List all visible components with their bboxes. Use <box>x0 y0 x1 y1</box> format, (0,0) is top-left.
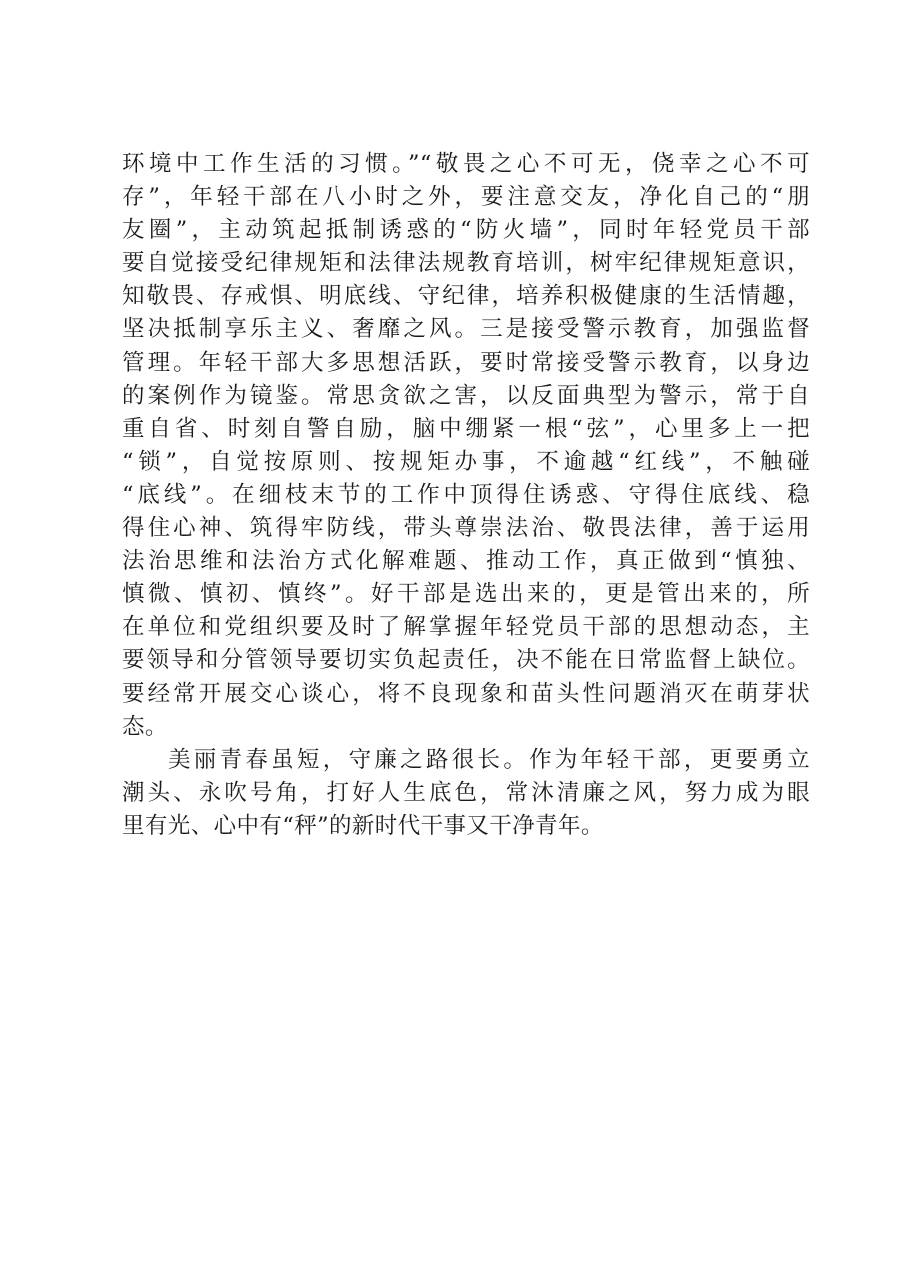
text-line: “锁”，自觉按原则、按规矩办事，不逾越“红线”，不触碰 <box>122 448 810 475</box>
text-line: 得住心神、筑得牢防线，带头尊崇法治、敬畏法律，善于运用 <box>122 515 810 542</box>
text-line: “底线”。在细枝末节的工作中顶得住诱惑、守得住底线、稳 <box>122 481 810 508</box>
text-line: 要领导和分管领导要切实负起责任，决不能在日常监督上缺位。 <box>122 647 810 674</box>
text-line: 坚决抵制享乐主义、奢靡之风。三是接受警示教育，加强监督 <box>122 316 810 343</box>
text-line: 要经常开展交心谈心，将不良现象和苗头性问题消灭在萌芽状 <box>122 680 810 707</box>
text-line: 态。 <box>122 713 168 740</box>
paragraph <box>122 744 810 843</box>
text-line: 法治思维和法治方式化解难题、推动工作，真正做到“慎独、 <box>122 548 810 575</box>
text-line: 在单位和党组织要及时了解掌握年轻党员干部的思想动态，主 <box>122 614 810 641</box>
text-line: 的案例作为镜鉴。常思贪欲之害，以反面典型为警示，常于自 <box>122 382 810 409</box>
text-line: 要自觉接受纪律规矩和法律法规教育培训，树牢纪律规矩意识， <box>122 250 810 277</box>
text-line: 里有光、心中有“秤”的新时代干事又干净青年。 <box>122 812 604 839</box>
paragraph <box>122 148 810 744</box>
text-line: 管理。年轻干部大多思想活跃，要时常接受警示教育，以身边 <box>122 349 810 376</box>
text-line: 潮头、永吹号角，打好人生底色，常沐清廉之风，努力成为眼 <box>122 779 810 806</box>
text-line: 慎微、慎初、慎终”。好干部是选出来的，更是管出来的，所 <box>122 581 810 608</box>
text-line: 存”，年轻干部在八小时之外，要注意交友，净化自己的“朋 <box>122 184 810 211</box>
text-line: 美丽青春虽短，守廉之路很长。作为年轻干部，更要勇立 <box>168 746 810 773</box>
text-line: 环境中工作生活的习惯。”“敬畏之心不可无，侥幸之心不可 <box>122 151 810 177</box>
text-line: 友圈”，主动筑起抵制诱惑的“防火墙”，同时年轻党员干部 <box>122 217 810 244</box>
text-line: 知敬畏、存戒惧、明底线、守纪律，培养积极健康的生活情趣， <box>122 283 810 310</box>
text-line: 重自省、时刻自警自励，脑中绷紧一根“弦”，心里多上一把 <box>122 415 810 442</box>
document-body <box>122 148 810 843</box>
